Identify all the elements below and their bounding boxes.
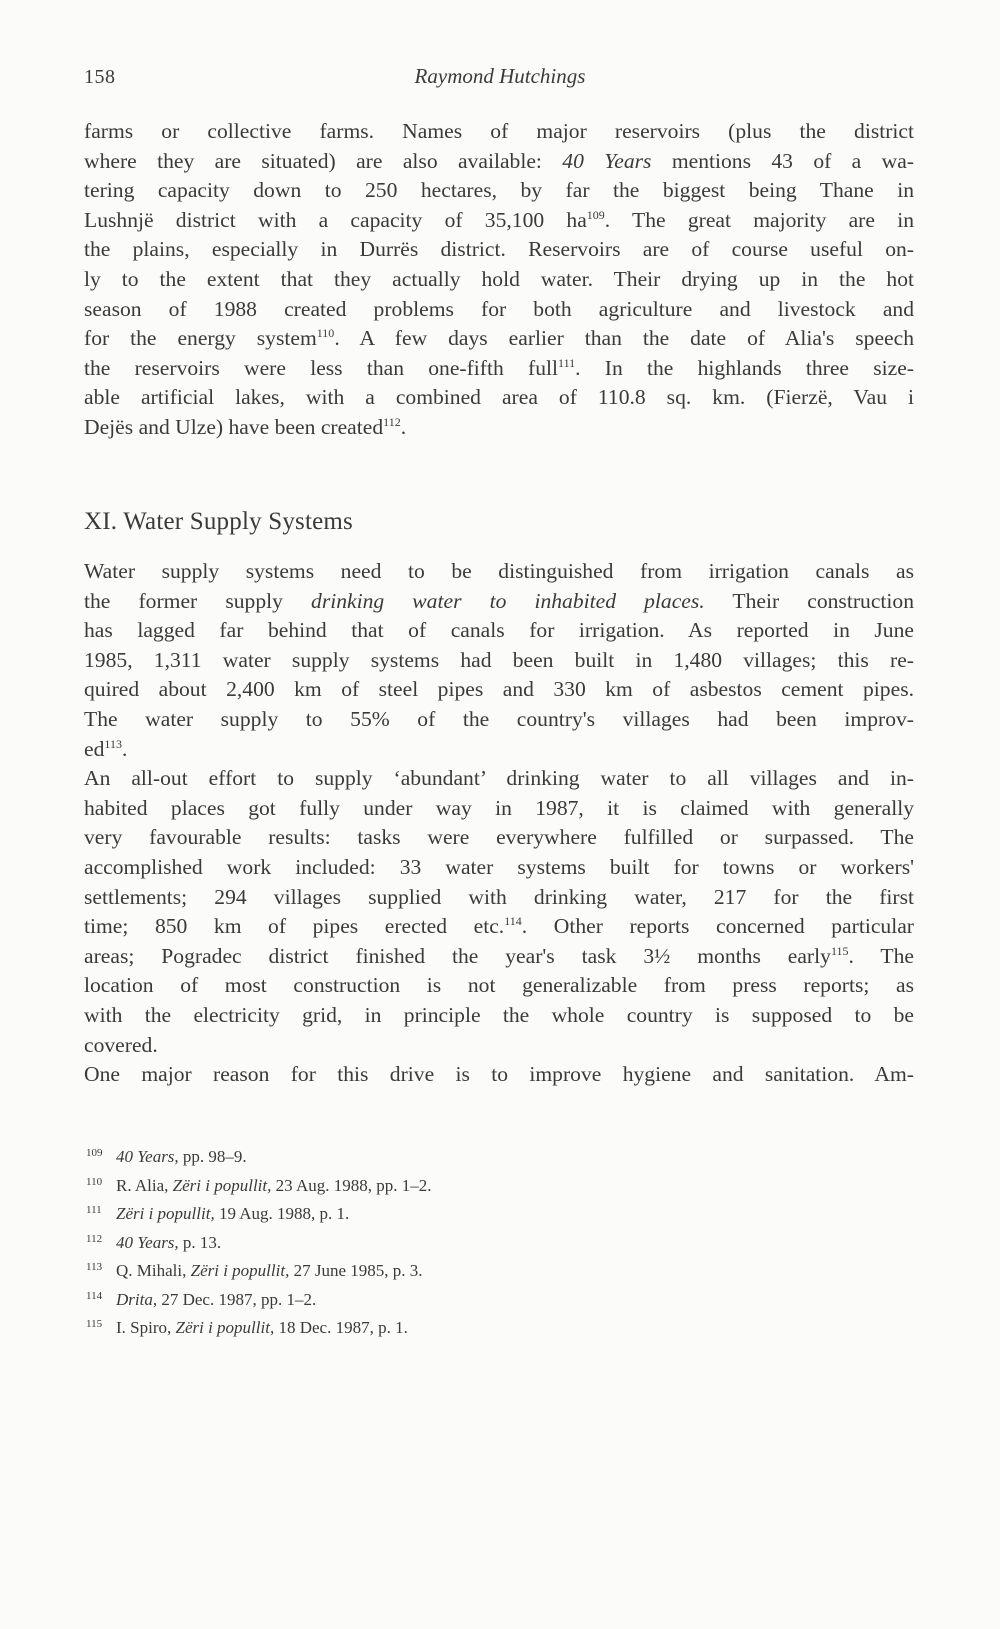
text-line [84, 883, 914, 913]
footnote-text [116, 1258, 423, 1284]
text-run: Water supply systems need to be distinguished from irrigation canals as [84, 559, 914, 583]
text-line [84, 206, 914, 236]
footnote-text [116, 1230, 221, 1256]
italic-text: Zëri i popullit, [116, 1204, 215, 1223]
footnote-ref: 113 [104, 736, 122, 751]
italic-text: Zëri i popullit, [190, 1261, 290, 1280]
text-run: 23 Aug. 1988, pp. 1–2. [271, 1175, 432, 1195]
text-run: . The [848, 943, 915, 968]
footnote [86, 1201, 431, 1230]
text-line [84, 383, 914, 413]
text-run: Lushnjë district with a capacity of 35,100 ha [84, 207, 587, 232]
text-run: One major reason for this drive is to improve hygiene and sanitation. Am- [84, 1062, 914, 1087]
italic-text: Drita, [116, 1289, 158, 1309]
text-run: . In the highlands three size- [575, 355, 915, 380]
text-line [84, 117, 914, 147]
text-line [84, 735, 914, 765]
text-run: settlements; 294 villages supplied with drinking water, 217 for the first [84, 884, 914, 909]
text-line [84, 823, 914, 853]
text-line [84, 616, 914, 646]
text-line [84, 646, 914, 676]
text-run: Their construction [704, 588, 914, 613]
footnote-ref: 115 [830, 943, 849, 958]
text-run: the reservoirs were less than one-fifth full [84, 355, 559, 380]
text-line [84, 1060, 914, 1090]
text-run: covered. [84, 1032, 158, 1057]
footnote [86, 1144, 431, 1173]
footnote [86, 1287, 431, 1316]
footnote-ref: 110 [316, 325, 335, 340]
footnote-text [116, 1144, 247, 1170]
footnote-ref: 111 [558, 355, 576, 370]
text-run: Dejës and Ulze) have been created [84, 414, 384, 439]
text-line [84, 147, 914, 177]
text-line [84, 1001, 914, 1031]
text-run: with the electricity grid, in principle the whole country is supposed to be [84, 1002, 914, 1027]
text-run: R. Alia, [116, 1175, 173, 1195]
text-line [84, 176, 914, 206]
section-heading: XI. Water Supply Systems [84, 508, 353, 535]
italic-text: Zëri i popullit, [175, 1318, 275, 1337]
footnotes [86, 1144, 431, 1344]
footnote-text [116, 1315, 408, 1341]
text-run: The water supply to 55% of the country's villages had been improv- [84, 706, 914, 731]
page-number: 158 [84, 66, 116, 88]
text-run: ly to the extent that they actually hold water. Their drying up in the hot [84, 266, 914, 291]
text-line [84, 354, 914, 384]
body-text-block-1 [84, 117, 914, 443]
text-run: Q. Mihali, [116, 1261, 191, 1280]
footnote-text [116, 1287, 316, 1313]
text-run: 27 June 1985, p. 3. [289, 1261, 423, 1280]
text-run: tering capacity down to 250 hectares, by far the biggest being Thane in [84, 178, 914, 203]
footnote-ref: 112 [383, 414, 401, 429]
text-run: accomplished work included: 33 water systems built for towns or workers' [84, 854, 914, 879]
footnote-number: 111 [86, 1204, 102, 1216]
footnote-ref: 109 [586, 207, 605, 222]
italic-text: 40 Years [562, 148, 652, 173]
text-line [84, 557, 914, 587]
text-run: season of 1988 created problems for both agriculture and livestock and [84, 296, 914, 321]
text-run: . [121, 736, 128, 761]
text-run: able artificial lakes, with a combined area of 110.8 sq. km. (Fierzë, Vau i [84, 385, 914, 410]
text-run: . A few days earlier than the date of Alia's speech [334, 326, 914, 351]
italic-text: 40 Years, [116, 1147, 179, 1166]
text-run: time; 850 km of pipes erected etc. [84, 914, 505, 939]
text-line [84, 587, 914, 617]
text-run: . [400, 414, 407, 439]
text-run: 27 Dec. 1987, pp. 1–2. [157, 1289, 317, 1309]
text-run: areas; Pogradec district finished the year's task 3½ months early [84, 943, 831, 968]
text-run: has lagged far behind that of canals for irrigation. As reported in June [84, 618, 914, 643]
footnote [86, 1315, 431, 1344]
text-run: 19 Aug. 1988, p. 1. [214, 1204, 350, 1223]
footnote-text [116, 1201, 349, 1227]
text-line [84, 235, 914, 265]
text-run: the plains, especially in Durrës district. Reservoirs are of course useful on- [84, 237, 914, 262]
footnote-number: 110 [86, 1175, 103, 1188]
footnote-number: 115 [86, 1318, 103, 1330]
text-line [84, 324, 914, 354]
footnote [86, 1258, 431, 1287]
italic-text: 40 Years, [116, 1232, 179, 1252]
text-run: quired about 2,400 km of steel pipes and 330 km of asbestos cement pipes. [84, 677, 914, 702]
footnote [86, 1230, 431, 1259]
text-line [84, 705, 914, 735]
text-run: habited places got fully under way in 1987, it is claimed with generally [84, 795, 914, 820]
running-head: Raymond Hutchings [414, 64, 586, 88]
text-line [84, 413, 914, 443]
body-text-block-2 [84, 557, 914, 1090]
text-line [84, 265, 914, 295]
footnote-number: 114 [86, 1289, 103, 1302]
text-line [84, 971, 914, 1001]
text-line [84, 912, 914, 942]
text-run: 18 Dec. 1987, p. 1. [274, 1318, 408, 1337]
footnote [86, 1173, 431, 1202]
text-run: . The great majority are in [604, 207, 914, 232]
text-line [84, 942, 914, 972]
text-line [84, 1031, 914, 1061]
footnote-text [116, 1173, 431, 1199]
text-run: the former supply [84, 588, 312, 613]
footnote-number: 109 [86, 1147, 103, 1159]
text-run: where they are situated) are also available: [84, 148, 563, 173]
text-run: pp. 98–9. [178, 1147, 247, 1166]
text-run: location of most construction is not generalizable from press reports; as [84, 973, 914, 998]
text-run: 1985, 1,311 water supply systems had been built in 1,480 villages; this re- [84, 647, 914, 672]
italic-text: Zëri i popullit, [172, 1175, 272, 1195]
text-line [84, 794, 914, 824]
text-run: . Other reports concerned particular [521, 914, 914, 939]
text-run: ed [84, 736, 105, 761]
text-run: for the energy system [84, 326, 317, 351]
italic-text: drinking water to inhabited places. [311, 588, 705, 613]
text-run: I. Spiro, [116, 1318, 176, 1337]
footnote-number: 113 [86, 1261, 103, 1273]
text-run: very favourable results: tasks were everywhere fulfilled or surpassed. The [84, 825, 914, 850]
text-run: farms or collective farms. Names of major reservoirs (plus the district [84, 119, 914, 143]
text-run: mentions 43 of a wa- [651, 148, 915, 173]
text-line [84, 295, 914, 325]
text-line [84, 853, 914, 883]
text-run: p. 13. [178, 1232, 222, 1252]
footnote-number: 112 [86, 1232, 103, 1245]
text-line [84, 675, 914, 705]
footnote-ref: 114 [504, 913, 522, 928]
text-run: An all-out effort to supply ‘abundant’ drinking water to all villages and in- [84, 766, 914, 791]
text-line [84, 764, 914, 794]
